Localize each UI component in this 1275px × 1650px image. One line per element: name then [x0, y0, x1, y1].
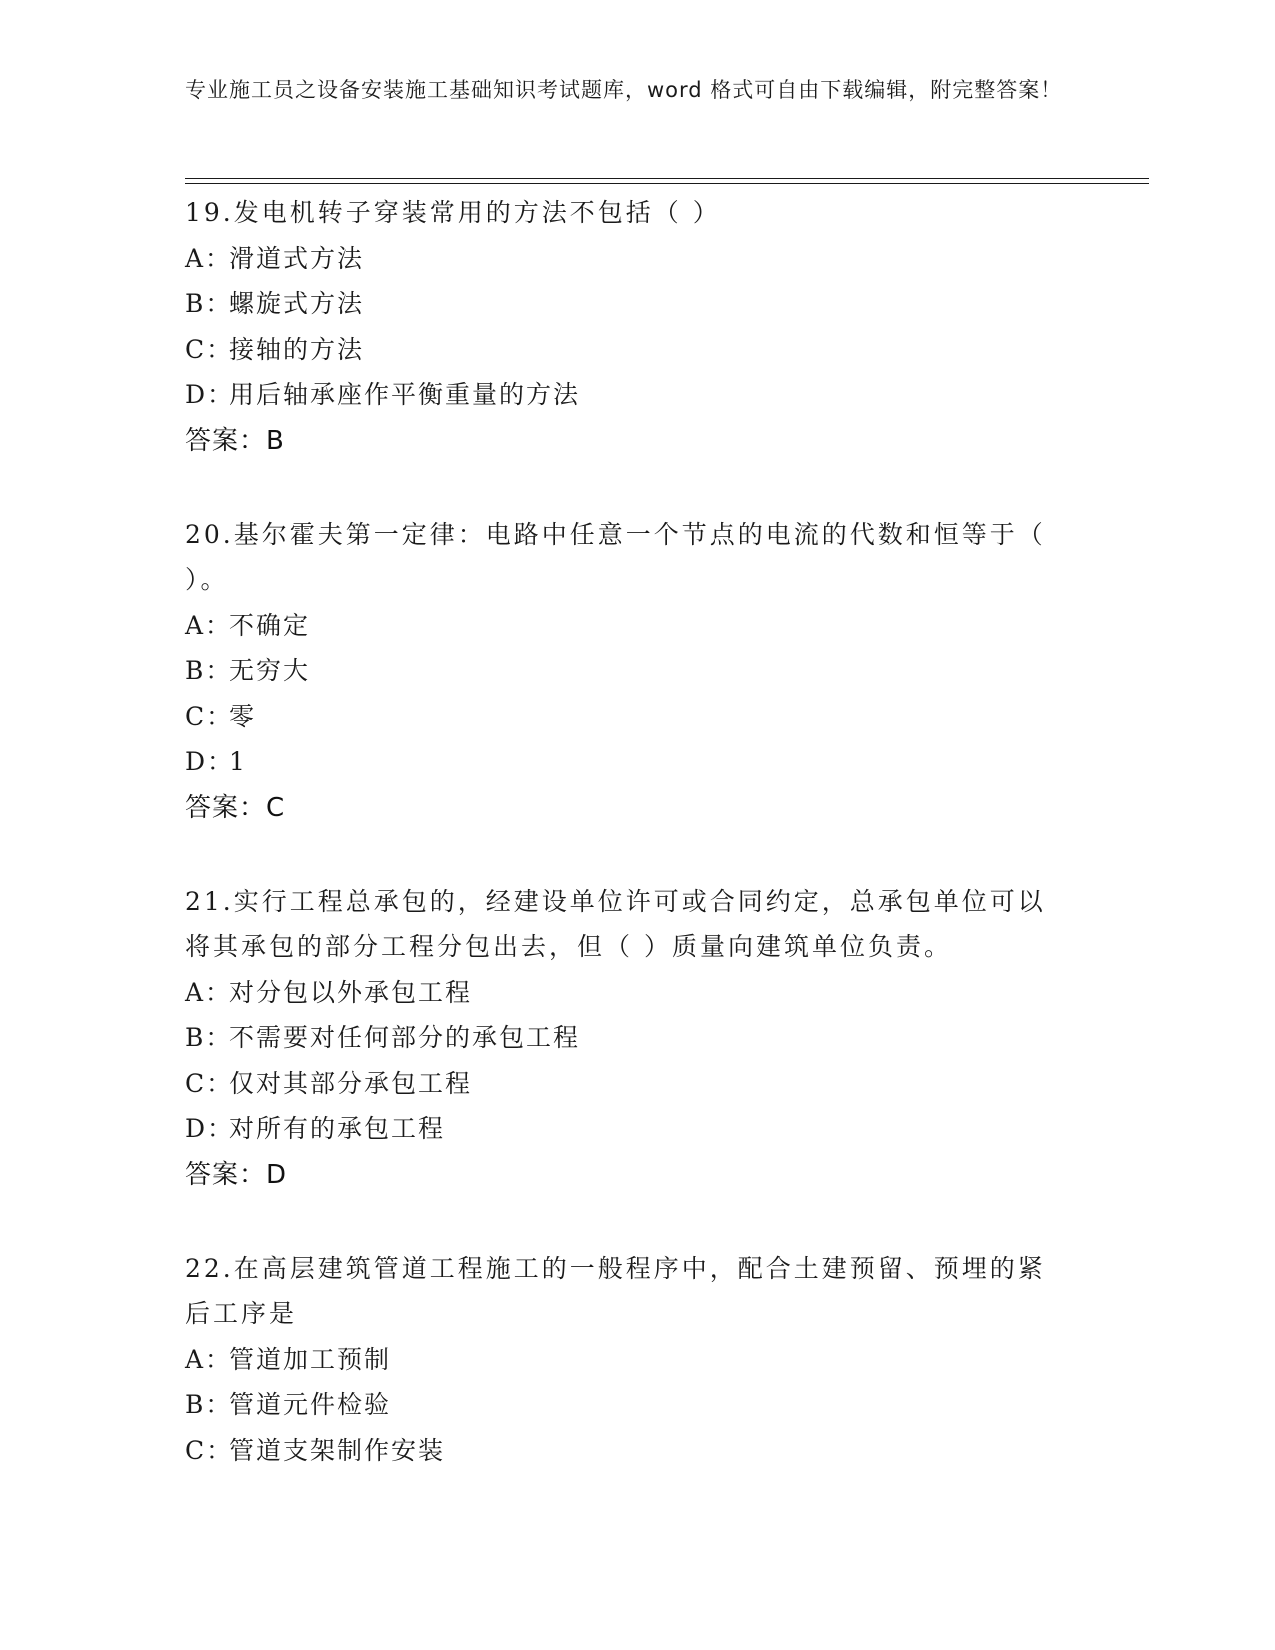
answer-line: 答案：D [185, 1159, 288, 1190]
header-divider-secondary [185, 183, 1149, 184]
option-a [185, 236, 1065, 282]
header-divider [185, 178, 1149, 179]
option-c [185, 1428, 1065, 1474]
option-b [185, 1382, 1065, 1428]
option-key: B： [185, 289, 233, 318]
question-21 [185, 879, 1065, 1198]
option-text: 对所有的承包工程 [229, 1114, 446, 1143]
option-text: 用后轴承座作平衡重量的方法 [229, 380, 581, 409]
question-19 [185, 190, 1065, 464]
option-key: C： [185, 1435, 234, 1465]
answer-line: 答案：C [185, 792, 286, 823]
option-text: 管道支架制作安装 [229, 1435, 446, 1465]
option-a [185, 970, 1065, 1016]
option-key: C： [185, 701, 234, 731]
question-list [185, 190, 1065, 1473]
option-b [185, 1015, 1065, 1061]
option-key: B： [185, 1023, 233, 1052]
option-key: A： [185, 610, 233, 640]
option-key: B： [185, 656, 233, 685]
option-a [185, 1337, 1065, 1383]
option-key: A： [185, 977, 233, 1007]
option-text: 螺旋式方法 [229, 289, 365, 318]
option-text: 零 [229, 701, 257, 731]
option-text: 接轴的方法 [229, 334, 365, 364]
question-22 [185, 1246, 1065, 1474]
option-text: 无穷大 [229, 656, 311, 685]
option-text: 不需要对任何部分的承包工程 [229, 1023, 581, 1052]
option-key: D： [185, 747, 235, 776]
option-b [185, 281, 1065, 327]
question-stem: 22.在高层建筑管道工程施工的一般程序中，配合土建预留、预埋的紧后工序是 [185, 1253, 1046, 1328]
option-text: 管道元件检验 [229, 1390, 392, 1419]
answer-line: 答案：B [185, 425, 285, 456]
option-text: 管道加工预制 [229, 1344, 392, 1374]
option-d [185, 1106, 1065, 1152]
option-key: D： [185, 1114, 235, 1143]
option-key: C： [185, 1068, 234, 1098]
option-key: B： [185, 1390, 233, 1419]
option-a [185, 603, 1065, 649]
question-stem: 20.基尔霍夫第一定律：电路中任意一个节点的电流的代数和恒等于（ ）。 [185, 519, 1057, 594]
option-c [185, 1061, 1065, 1107]
option-text: 滑道式方法 [229, 243, 365, 273]
option-b [185, 648, 1065, 694]
option-text: 1 [229, 747, 247, 776]
option-text: 不确定 [229, 610, 311, 640]
question-20 [185, 512, 1065, 831]
option-key: D： [185, 380, 235, 409]
option-key: A： [185, 243, 233, 273]
document-header: 专业施工员之设备安装施工基础知识考试题库，word 格式可自由下载编辑，附完整答案！ [185, 78, 1063, 102]
option-key: C： [185, 334, 234, 364]
option-c [185, 694, 1065, 740]
option-d [185, 372, 1065, 418]
option-key: A： [185, 1344, 233, 1374]
option-d [185, 739, 1065, 785]
option-c [185, 327, 1065, 373]
question-stem: 19.发电机转子穿装常用的方法不包括（ ） [185, 198, 721, 227]
option-text: 仅对其部分承包工程 [229, 1068, 473, 1098]
option-text: 对分包以外承包工程 [229, 977, 473, 1007]
question-stem: 21.实行工程总承包的，经建设单位许可或合同约定，总承包单位可以将其承包的部分工程分包出去，但（ ）质量向建筑单位负责。 [185, 886, 1046, 961]
